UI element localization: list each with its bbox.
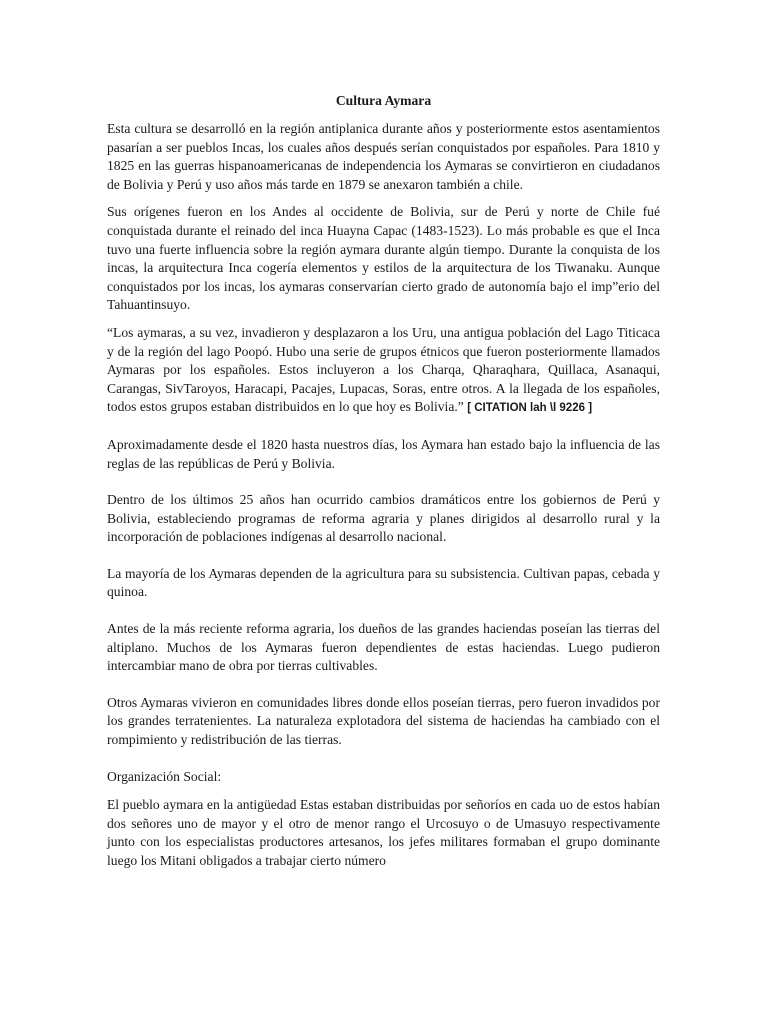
paragraph-reforms: Dentro de los últimos 25 años han ocurrido cambios dramáticos entre los gobiernos de Perú y Bolivia, estableciendo programas de reforma agraria y planes dirigidos al desarrollo rural y la incorporación de poblaciones indígenas al desarrollo nacional.	[107, 492, 660, 545]
paragraph-haciendas: Antes de la más reciente reforma agraria, los dueños de las grandes haciendas poseían las tierras del altiplano. Muchos de los Aymaras fueron dependientes de estas haciendas. Luego pudieron intercambiar mano de obra por tierras cultivables.	[107, 621, 660, 674]
paragraph-communities: Otros Aymaras vivieron en comunidades libres donde ellos poseían tierras, pero fueron invadidos por los grandes terratenientes. La naturaleza explotadora del sistema de haciendas ha cambiado con el rompimiento y redistribución de las tierras.	[107, 694, 660, 748]
quote-text: “Los aymaras, a su vez, invadieron y desplazaron a los Uru, una antigua población del Lago Titicaca y de la región del lago Poopó. Hubo una serie de grupos étnicos que fueron posteriormente llamados Aymaras por los españoles. Estos incluyeron a los Charqa, Qharaqhara, Quillaca, Asanaqui, Carangas, SivTaroyos, Haracapi, Pacajes, Lupacas, Soras, entre otros. A la llegada de los españoles, todos estos grupos estaban distribuidos en lo que hoy es Bolivia.”	[107, 324, 660, 415]
paragraph-quote	[107, 324, 660, 418]
paragraph-origins: Sus orígenes fueron en los Andes al occidente de Bolivia, sur de Perú y norte de Chile fué conquistada durante el reinado del inca Huayna Capac (1483-1523). Lo más probable es que el Inca tuvo una fuerte influencia sobre la región aymara durante algún tiempo. Durante la conquista de los incas, la arquitectura Inca cogería elementos y estilos de la arquitectura de los Tiwanaku. Aunque conquistados por los incas, los aymaras conservarían cierto grado de autonomía bajo el imp”erio del Tahuantinsuyo.	[107, 204, 660, 313]
paragraph-social-organization: El pueblo aymara en la antigüedad Estas estaban distribuidas por señoríos en cada uo de estos habían dos señores uno de mayor y el otro de menor rango el Urcosuyo o de Umasuyo respectivamente junto con los especialistas productores artesanos, los jefes militares formaban el grupo dominante luego los Mitani obligados a trabajar cierto número	[107, 797, 660, 868]
section-heading: Organización Social:	[107, 768, 222, 784]
paragraph-1820: Aproximadamente desde el 1820 hasta nuestros días, los Aymara han estado bajo la influencia de las reglas de las repúblicas de Perú y Bolivia.	[107, 436, 660, 471]
document-page	[107, 92, 660, 880]
paragraph-intro: Esta cultura se desarrolló en la región antiplanica durante años y posteriormente estos asentamientos pasarían a ser pueblos Incas, los cuales años después serían conquistados por españoles. Para 1810 y 1825 en las guerras hispanoamericanas de independencia los Aymaras se convirtieron en ciudadanos de Bolivia y Perú y uso años más tarde en 1879 se anexaron también a chile.	[107, 121, 660, 192]
citation-field: [ CITATION lah \l 9226 ]	[467, 402, 593, 415]
paragraph-agriculture: La mayoría de los Aymaras dependen de la agricultura para su subsistencia. Cultivan papas, cebada y quinoa.	[107, 565, 660, 600]
document-title: Cultura Aymara	[335, 93, 432, 108]
